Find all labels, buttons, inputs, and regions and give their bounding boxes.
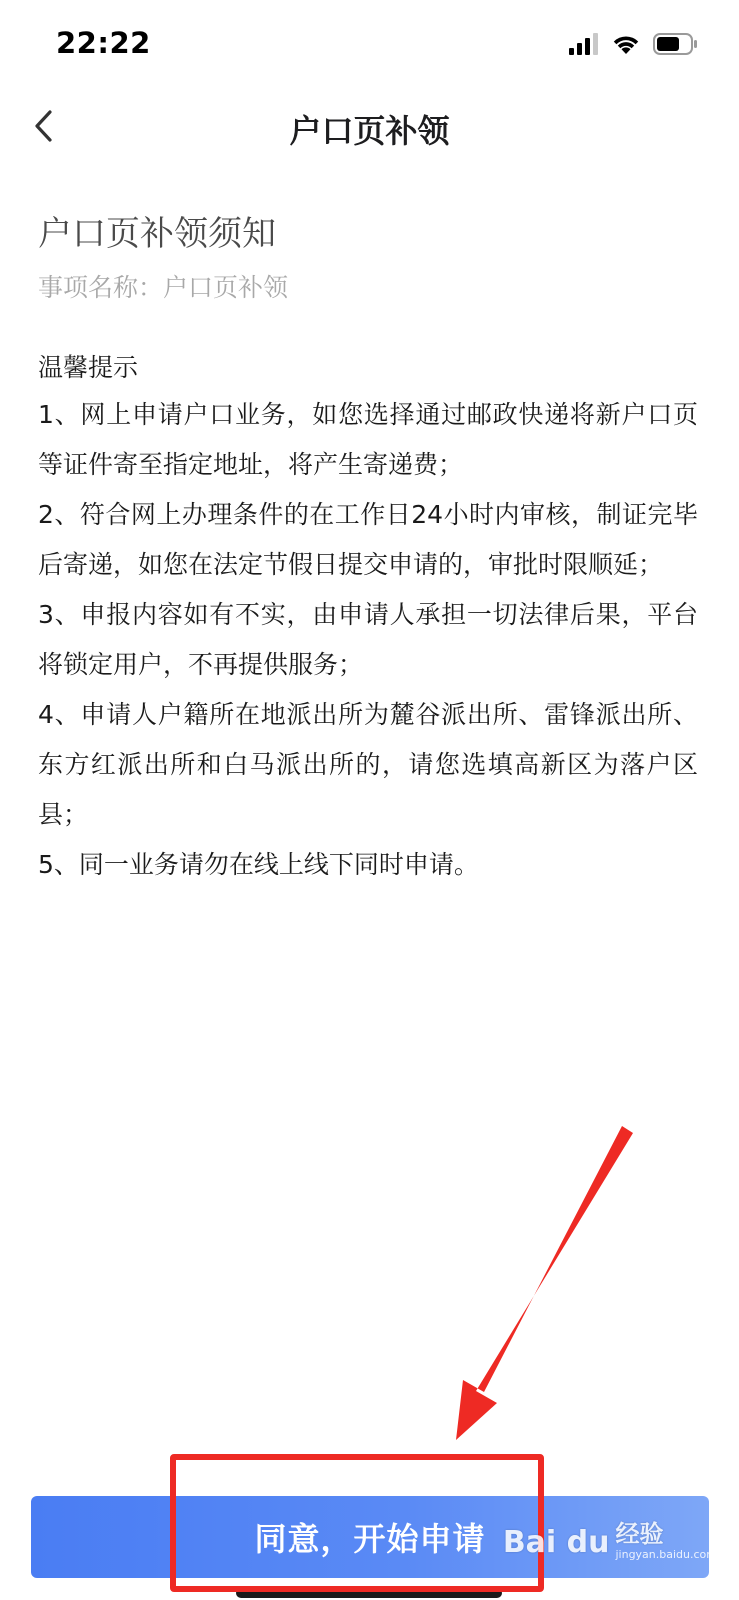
tips-list xyxy=(38,390,698,890)
watermark-url: jingyan.baidu.com xyxy=(615,1548,717,1561)
item-name: 事项名称：户口页补领 xyxy=(38,273,289,302)
tip-item: 1、网上申请户口业务，如您选择通过邮政快递将新户口页等证件寄至指定地址，将产生寄递费； xyxy=(38,400,698,479)
home-indicator xyxy=(236,1588,502,1598)
tip-item: 4、申请人户籍所在地派出所为麓谷派出所、雷锋派出所、东方红派出所和白马派出所的，请您选填高新区为落户区县； xyxy=(38,700,698,829)
status-bar xyxy=(0,0,739,92)
tip-item: 5、同一业务请勿在线上线下同时申请。 xyxy=(38,850,479,879)
nav-bar xyxy=(0,92,739,168)
watermark-logo: Bai du xyxy=(502,1525,610,1560)
status-time: 22:22 xyxy=(56,26,151,60)
tip-item: 3、申报内容如有不实，由申请人承担一切法律后果，平台将锁定用户，不再提供服务； xyxy=(38,600,698,679)
status-icons xyxy=(569,33,699,55)
tips-heading: 温馨提示 xyxy=(38,353,139,382)
notice-content xyxy=(38,210,698,890)
notice-title: 户口页补领须知 xyxy=(38,214,276,254)
wifi-icon xyxy=(611,33,641,55)
cellular-signal-icon xyxy=(569,33,599,55)
page-title: 户口页补领 xyxy=(289,112,450,150)
tip-item: 2、符合网上办理条件的在工作日24小时内审核，制证完毕后寄递，如您在法定节假日提交申请的，审批时限顺延； xyxy=(38,500,698,579)
agree-start-button[interactable]: 同意，开始申请 xyxy=(31,1496,709,1578)
battery-icon xyxy=(653,33,699,55)
watermark-cn: 经验 xyxy=(615,1520,664,1548)
